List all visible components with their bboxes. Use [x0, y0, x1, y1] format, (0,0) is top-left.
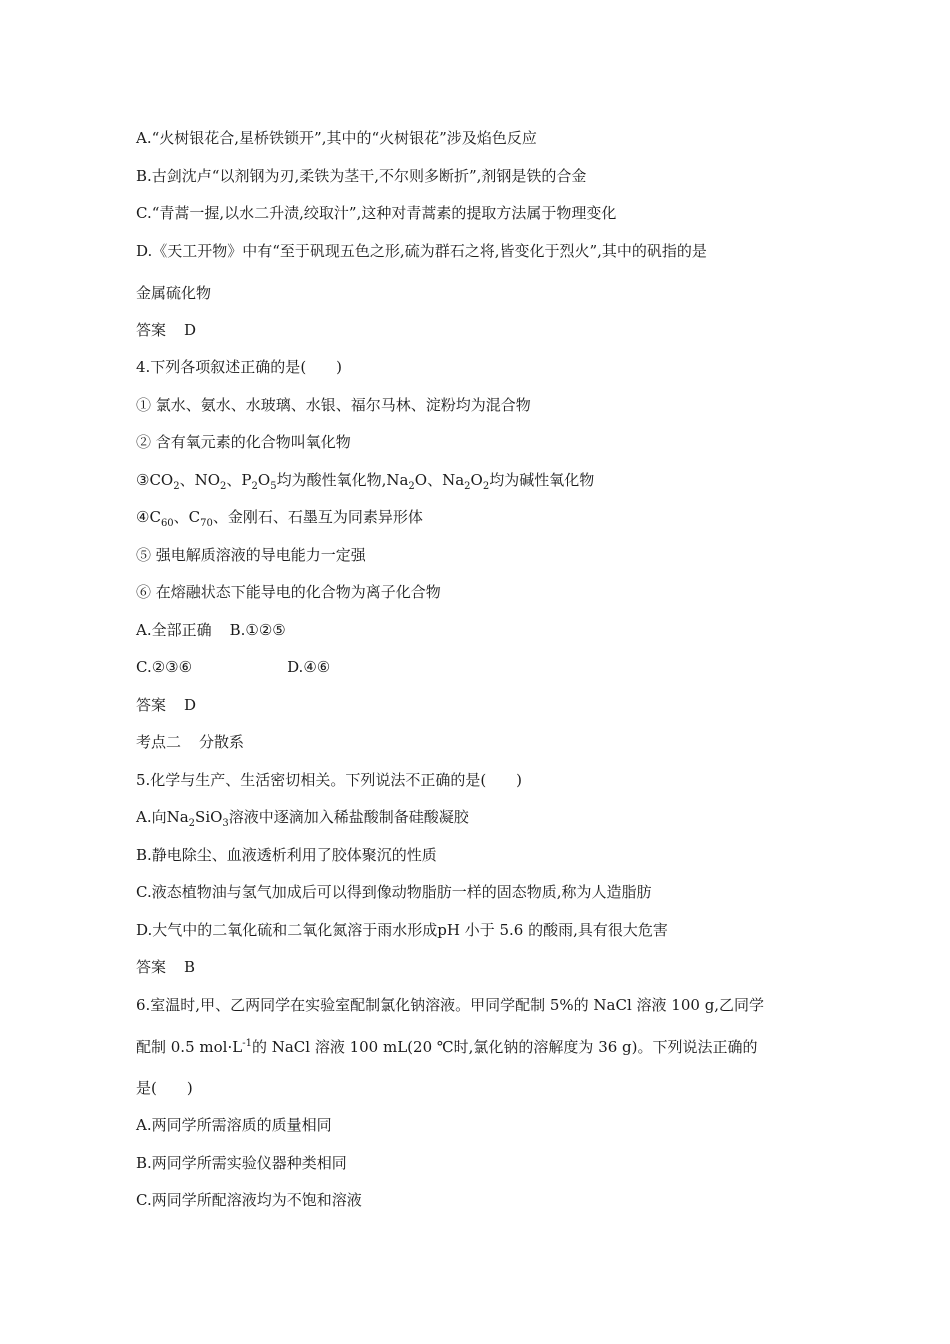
q5-option-b: B.静电除尘、血液透析利用了胶体聚沉的性质 [136, 846, 437, 864]
section-heading [136, 732, 244, 752]
q4-statement-6: ⑥ 在熔融状态下能导电的化合物为离子化合物 [136, 583, 441, 601]
q3-option-a: A.“火树银花合,星桥铁锁开”,其中的“火树银花”涉及焰色反应 [136, 129, 537, 147]
q4-options-ab [136, 620, 286, 640]
q3-option-b: B.古剑沈卢“以剂钢为刃,柔铁为茎干,不尔则多断折”,剂钢是铁的合金 [136, 167, 587, 185]
answer-value: D [184, 321, 197, 339]
q4-statement-2: ② 含有氧元素的化合物叫氧化物 [136, 433, 351, 451]
q4-statement-1: ① 氯水、氨水、水玻璃、水银、福尔马林、淀粉均为混合物 [136, 396, 531, 414]
q3-option-c: C.“青蒿一握,以水二升渍,绞取汁”,这种对青蒿素的提取方法属于物理变化 [136, 204, 617, 222]
q6-stem-line-1: 6.室温时,甲、乙两同学在实验室配制氯化钠溶液。甲同学配制 5%的 NaCl 溶液 100 g,乙同学 [136, 996, 765, 1014]
section-title: 分散系 [199, 733, 245, 751]
q4-option-c: C.②③⑥ [136, 658, 193, 676]
q3-option-d: D.《天工开物》中有“至于矾现五色之形,硫为群石之将,皆变化于烈火”,其中的矾指的是 [136, 242, 707, 260]
q6-option-c: C.两同学所配溶液均为不饱和溶液 [136, 1191, 362, 1209]
q5-option-d: D.大气中的二氧化硫和二氧化氮溶于雨水形成pH 小于 5.6 的酸雨,具有很大危害 [136, 921, 668, 939]
answer-value: D [184, 696, 197, 714]
q3-answer [136, 320, 196, 340]
q4-option-a: A.全部正确 [136, 621, 212, 639]
q5-option-a: A.向$Na_2SiO_3$溶液中逐滴加入稀盐酸制备硅酸凝胶 [136, 808, 469, 829]
answer-value: B [184, 958, 196, 976]
q3-option-d-cont: 金属硫化物 [136, 284, 212, 302]
answer-label: 答案 [136, 958, 167, 976]
section-label: 考点二 [136, 733, 182, 751]
q5-option-c: C.液态植物油与氢气加成后可以得到像动物脂肪一样的固态物质,称为人造脂肪 [136, 883, 652, 901]
answer-label: 答案 [136, 321, 167, 339]
q5-stem: 5.化学与生产、生活密切相关。下列说法不正确的是( ) [136, 771, 523, 789]
answer-label: 答案 [136, 696, 167, 714]
q4-statement-4: $④C_{60}$、$C_{70}$、金刚石、石墨互为同素异形体 [136, 508, 423, 529]
q5-answer [136, 957, 195, 977]
q4-option-d: D.④⑥ [287, 658, 331, 676]
q4-options-cd [136, 657, 330, 677]
q6-option-a: A.两同学所需溶质的质量相同 [136, 1116, 332, 1134]
q4-option-b: B.①②⑤ [229, 621, 286, 639]
q6-stem-line-2: 配制 0.5 $mol\cdot L^{-1}$的 NaCl 溶液 100 mL(20 ℃时,氯化钠的溶解度为 36 g)。下列说法正确的 [136, 1038, 758, 1056]
q6-stem-line-3: 是( ) [136, 1079, 193, 1097]
q4-statement-5: ⑤ 强电解质溶液的导电能力一定强 [136, 546, 366, 564]
q4-stem: 4.下列各项叙述正确的是( ) [136, 358, 343, 376]
q4-answer [136, 695, 196, 715]
q6-option-b: B.两同学所需实验仪器种类相同 [136, 1154, 347, 1172]
q4-statement-3: $③CO_2$、$NO_2$、$P_2O_5$均为酸性氧化物$,Na_2O$、$Na_2O_2$均为碱性氧化物 [136, 471, 595, 492]
